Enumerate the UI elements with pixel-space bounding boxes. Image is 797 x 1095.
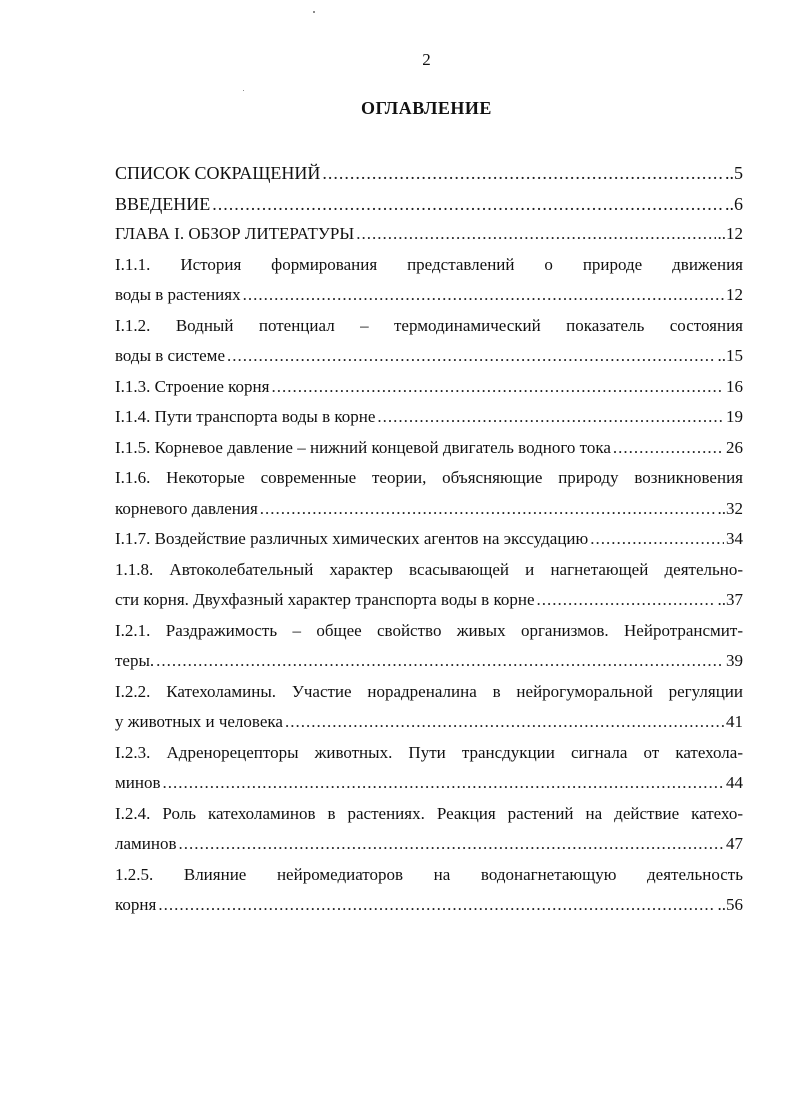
toc-entry-label: ВВЕДЕНИЕ [115,193,211,214]
toc-entry-page: 47 [726,834,743,853]
toc-entry-page: ..6 [725,193,743,214]
toc-entry-text-line: I.1.2. Водный потенциал – термодинамический показатель состояния [115,315,743,335]
dot-leader [179,829,724,860]
toc-entry-page: 34 [726,529,743,548]
toc-entry-page: 26 [726,437,743,457]
toc-entry-label: I.1.3. Строение корня [115,376,270,396]
toc-entry-page: 39 [726,651,743,670]
toc-entry-page: 12 [726,285,743,304]
toc-entry[interactable] [115,372,743,403]
toc-entry[interactable] [115,433,743,464]
toc-entry-text-line: I.2.1. Раздражимость – общее свойство живых организмов. Нейротрансмит- [115,620,743,640]
dot-leader [590,524,724,555]
toc-entry-text-line: I.2.2. Катехоламины. Участие норадреналина в нейрогуморальной регуляции [115,681,743,701]
toc-entry-page: ..56 [717,895,743,914]
dot-leader [227,341,716,372]
toc-entry[interactable] [115,738,743,799]
toc-entry[interactable] [115,799,743,860]
toc-entry-label: воды в системе [115,346,225,365]
toc-entry-label: теры. [115,651,155,670]
scan-speck [313,11,315,13]
toc-entry-text-line: I.1.1. История формирования представлений о природе движения [115,254,743,274]
dot-leader [285,707,724,738]
dot-leader [260,494,716,525]
toc-entry[interactable] [115,860,743,921]
toc-entry-label: I.1.5. Корневое давление – нижний концевой двигатель водного тока [115,437,611,457]
dot-leader [162,768,724,799]
dot-leader [377,402,724,433]
toc-entry[interactable] [115,311,743,372]
toc-entry-label: ламинов [115,834,177,853]
toc-entry-page: ..5 [725,163,743,183]
dot-leader [356,219,715,250]
toc-entry-text-line: I.1.6. Некоторые современные теории, объясняющие природу возникновения [115,468,743,487]
toc-entry-page: 41 [726,712,743,731]
page-title: ОГЛАВЛЕНИЕ [361,98,492,118]
toc-entry-label: корня [115,895,157,914]
dot-leader [158,890,715,921]
toc-entry-label: СПИСОК СОКРАЩЕНИЙ [115,163,321,183]
toc-entry[interactable] [115,250,743,311]
toc-entry-label: воды в растениях [115,285,241,304]
toc-entry[interactable] [115,524,743,555]
toc-entry-text-line: I.2.4. Роль катехоламинов в растениях. Реакция растений на действие катехо- [115,803,743,823]
toc-entry-label: сти корня. Двухфазный характер транспорта воды в корне [115,590,535,609]
scan-speck [243,90,244,91]
toc-entry-label: корневого давления [115,498,258,518]
toc-entry[interactable] [115,158,743,189]
toc-entry-page: ..37 [717,590,743,609]
toc-entry-page: 16 [726,376,743,396]
dot-leader [271,372,724,403]
page-number: 2 [422,50,431,69]
toc-entry[interactable] [115,677,743,738]
toc-entry-label: I.1.7. Воздействие различных химических агентов на экссудацию [115,529,589,548]
toc-entry-label: минов [115,773,161,792]
dot-leader [613,433,724,464]
toc-entry-label: ГЛАВА I. ОБЗОР ЛИТЕРАТУРЫ [115,224,355,243]
toc-entry-page: 44 [726,773,743,792]
toc-entry[interactable] [115,219,743,250]
toc-entry-text-line: I.2.3. Адренорецепторы животных. Пути трансдукции сигнала от катехола- [115,742,743,762]
toc-entry-text-line: 1.1.8. Автоколебательный характер всасывающей и нагнетающей деятельно- [115,559,743,579]
toc-entry[interactable] [115,616,743,677]
toc-entry[interactable] [115,463,743,524]
toc-entry-label: I.1.4. Пути транспорта воды в корне [115,407,376,426]
toc-entry-text-line: 1.2.5. Влияние нейромедиаторов на водонагнетающую деятельность [115,864,743,884]
toc-entry-page: 19 [726,407,743,426]
dot-leader [243,280,724,311]
dot-leader [537,585,716,616]
toc-entry[interactable] [115,189,743,220]
dot-leader [322,158,723,189]
toc-entry[interactable] [115,402,743,433]
toc-entry-page: ..32 [717,498,743,518]
dot-leader [212,189,723,220]
toc-entry[interactable] [115,555,743,616]
toc-entry-page: ..12 [717,224,743,243]
table-of-contents [115,158,743,921]
dot-leader [156,646,724,677]
toc-entry-page: ..15 [717,346,743,365]
toc-entry-label: у животных и человека [115,712,283,731]
